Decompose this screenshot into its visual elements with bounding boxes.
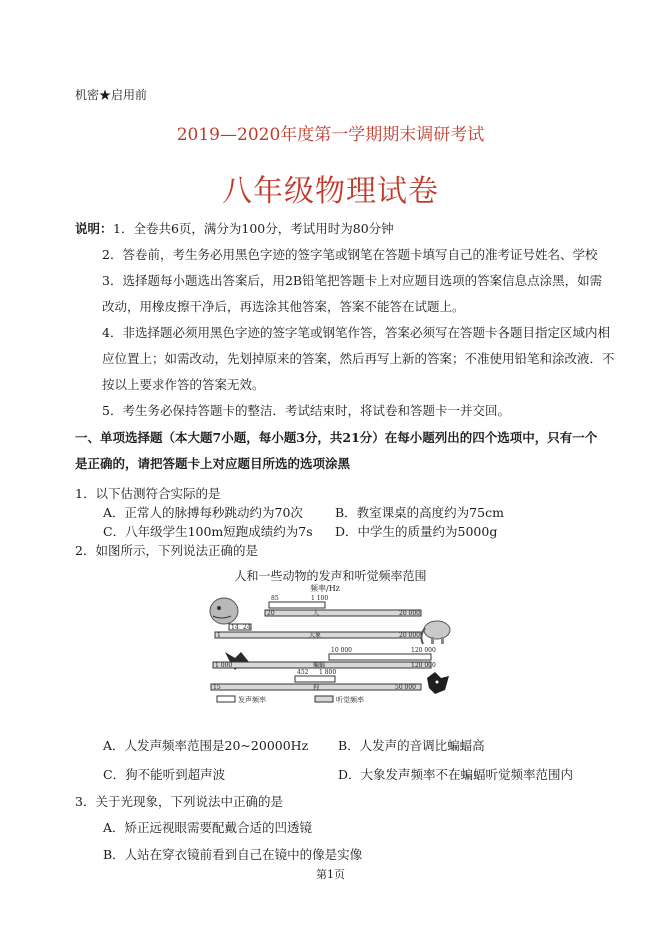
instruction-line: 改动，用橡皮擦干净后，再选涂其他答案，答案不能答在试题上。 xyxy=(102,299,465,314)
instruction-line: 2．答卷前，考生务必用黑色字迹的签字笔或钢笔在答题卡填写自己的准考证号姓名、学校 xyxy=(102,247,598,262)
section1-heading: 是正确的，请把答题卡上对应题目所选的选项涂黑 xyxy=(75,456,351,471)
legend-label: 听觉频率 xyxy=(336,696,364,704)
tick-label: 120 000 xyxy=(411,647,436,654)
tick-label: 50 000 xyxy=(395,684,416,691)
human-emit-bar xyxy=(269,602,325,608)
animal-label: 狗 xyxy=(313,684,320,691)
animal-label: 蝙蝠 xyxy=(313,662,326,669)
animal-label: 人 xyxy=(313,610,320,617)
subject-title: 八年级物理试卷 xyxy=(222,174,439,209)
instruction-line: 5．考生务必保持答题卡的整洁．考试结束时，将试卷和答题卡一并交回。 xyxy=(102,403,510,418)
tick-label: 1 000 xyxy=(215,662,233,669)
q2-stem: 2．如图所示，下列说法正确的是 xyxy=(75,543,258,558)
tick-label: 20 000 xyxy=(399,610,420,617)
tick-label: 1 xyxy=(217,632,221,639)
q2-option-b: B．人发声的音调比蝙蝠高 xyxy=(338,738,485,753)
legend-label: 发声频率 xyxy=(238,696,266,704)
instruction-line: 按以上要求作答的答案无效。 xyxy=(102,377,265,392)
q1-option-a: A．正常人的脉搏每秒跳动约为70次 xyxy=(103,505,303,520)
q1-option-b: B．教室课桌的高度约为75cm xyxy=(335,505,504,520)
q1-option-d: D．中学生的质量约为5000g xyxy=(335,524,498,539)
page-number: 第1页 xyxy=(316,868,345,881)
elephant-icon xyxy=(421,621,450,644)
section1-heading: 一、单项选择题（本大题7小题，每小题3分，共21分）在每小题列出的四个选项中，只有一个 xyxy=(75,430,598,445)
tick-label: 452 xyxy=(297,669,309,676)
tick-label: 24 xyxy=(243,624,251,631)
top-note: 机密★启用前 xyxy=(75,88,148,102)
instruction-line: 应位置上；如需改动，先划掉原来的答案，然后再写上新的答案；不准使用铅笔和涂改液．不 xyxy=(102,351,615,366)
q3-stem: 3．关于光现象，下列说法中正确的是 xyxy=(75,794,283,809)
q3-option-b: B．人站在穿衣镜前看到自己在镜中的像是实像 xyxy=(103,847,363,862)
instruction-line: 1．全卷共6页，满分为100分，考试用时为80分钟 xyxy=(113,221,394,236)
tick-label: 14 xyxy=(231,624,239,631)
human-hear-bar xyxy=(265,610,421,616)
animal-label: 大象 xyxy=(309,632,322,639)
q2-option-a: A．人发声频率范围是20~20000Hz xyxy=(103,738,309,753)
instructions-label: 说明： xyxy=(75,221,113,236)
human-icon xyxy=(210,598,238,624)
tick-label: 1 800 xyxy=(319,669,337,676)
q3-option-a: A．矫正远视眼需要配戴合适的凹透镜 xyxy=(103,820,313,835)
exam-title: 2019—2020年度第一学期期末调研考试 xyxy=(176,125,485,145)
bat-emit-bar xyxy=(329,654,431,660)
tick-label: 120 000 xyxy=(411,662,436,669)
dog-emit-bar xyxy=(295,676,335,682)
instruction-line: 3．选择题每小题选出答案后，用2B铅笔把答题卡上对应题目选项的答案信息点涂黑，如需 xyxy=(102,273,603,288)
legend-emit-swatch xyxy=(217,696,235,702)
tick-label: 20 000 xyxy=(399,632,420,639)
legend-hear-swatch xyxy=(315,696,333,702)
axis-label: 频率/Hz xyxy=(310,584,340,593)
tick-label: 15 xyxy=(213,684,221,691)
instruction-line: 4．非选择题必须用黑色字迹的签字笔或钢笔作答，答案必须写在答题卡各题目指定区域内相 xyxy=(102,325,610,340)
dog-icon xyxy=(427,672,449,694)
tick-label: 85 xyxy=(271,595,279,602)
tick-label: 20 xyxy=(267,610,275,617)
frequency-chart xyxy=(205,580,455,705)
q2-option-c: C．狗不能听到超声波 xyxy=(103,767,226,782)
q1-option-c: C．八年级学生100m短跑成绩约为7s xyxy=(103,524,313,539)
tick-label: 1 100 xyxy=(311,595,329,602)
tick-label: 10 000 xyxy=(331,647,352,654)
chart-title: 人和一些动物的发声和听觉频率范围 xyxy=(234,569,427,583)
q2-option-d: D．大象发声频率不在蝙蝠听觉频率范围内 xyxy=(338,767,574,782)
q1-stem: 1．以下估测符合实际的是 xyxy=(75,486,221,501)
